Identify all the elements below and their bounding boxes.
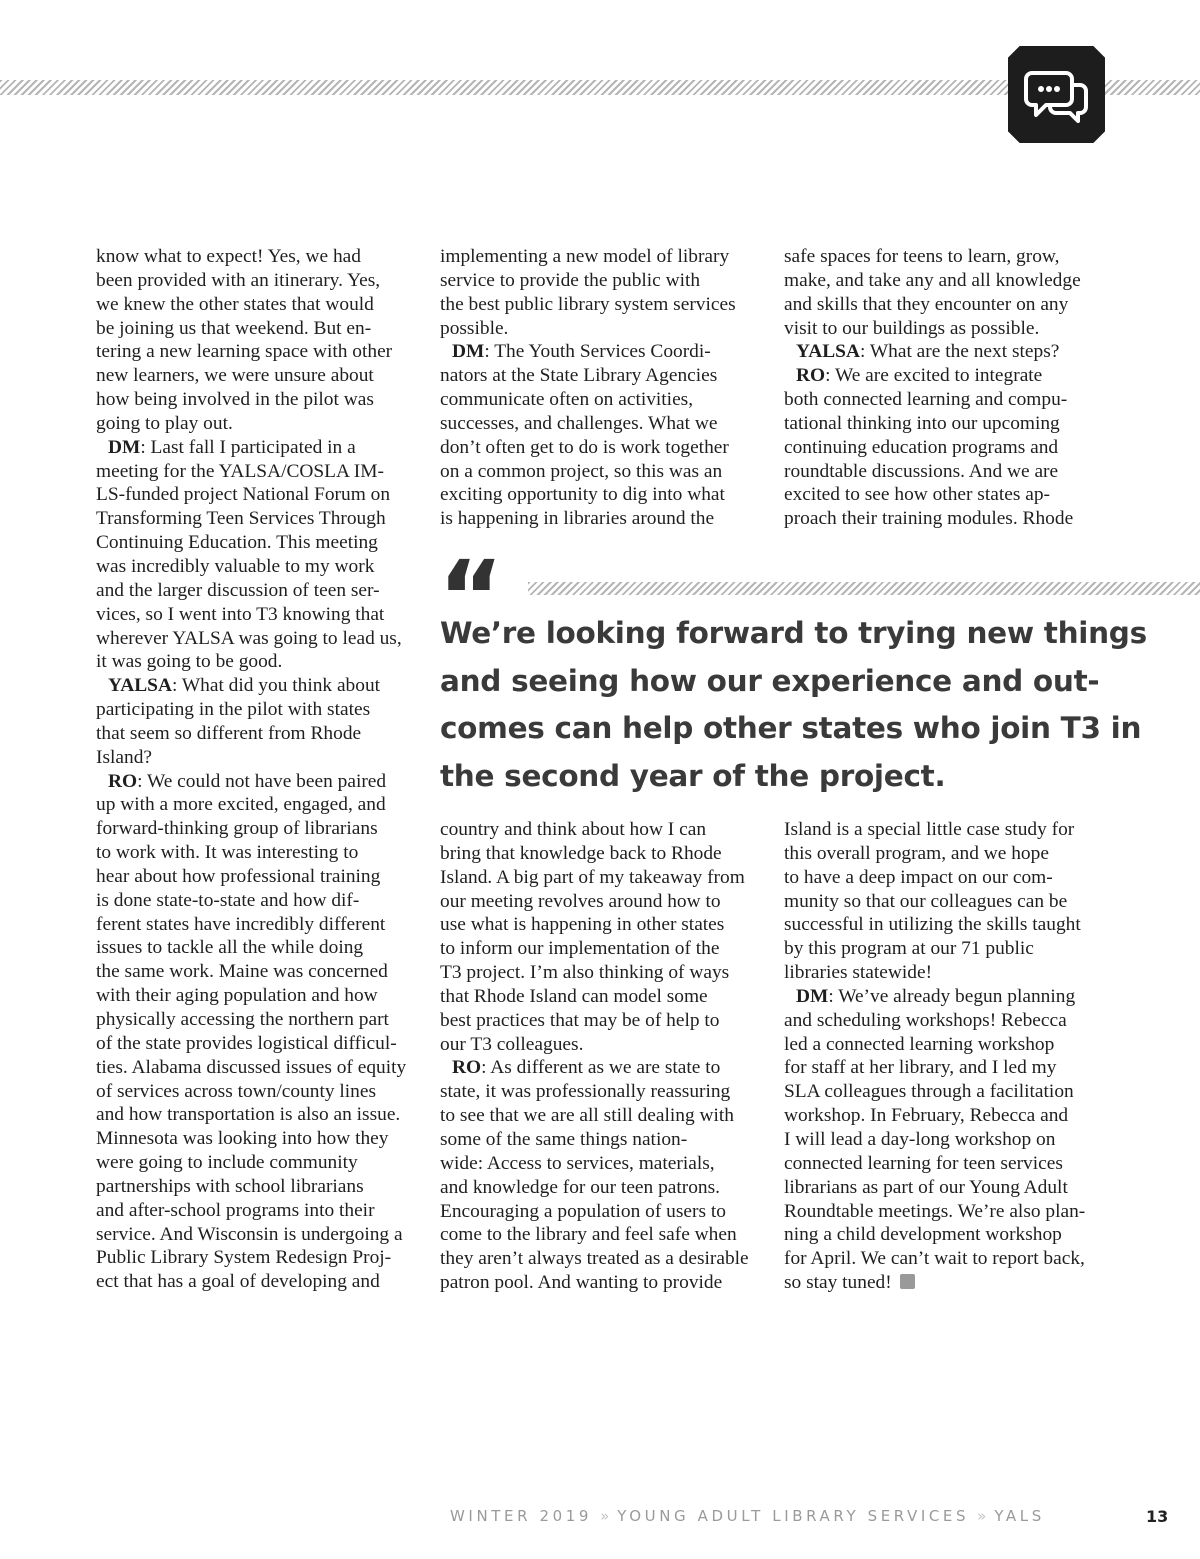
text-line [784, 1200, 1085, 1224]
text-line [440, 1247, 749, 1271]
chat-bubbles-icon [1008, 46, 1105, 143]
text-line [784, 1080, 1085, 1104]
footer-abbrev: YALS [994, 1507, 1045, 1525]
line-text: roundtable discussions. And we are [784, 460, 1059, 482]
footer-publication: YOUNG ADULT LIBRARY SERVICES [617, 1507, 970, 1525]
text-line [96, 1103, 406, 1127]
line-text: it was going to be good. [96, 651, 283, 673]
text-line [96, 770, 406, 794]
text-line [784, 890, 1085, 914]
line-text: service. And Wisconsin is undergoing a [96, 1223, 403, 1245]
line-text: : We could not have been paired [137, 770, 387, 792]
line-text: vices, so I went into T3 knowing that [96, 603, 385, 625]
line-text: SLA colleagues through a facilitation [784, 1081, 1074, 1103]
text-line [440, 842, 749, 866]
speaker-label: RO [452, 1057, 482, 1079]
text-line [96, 412, 406, 436]
line-text: state, it was professionally reassuring [440, 1081, 731, 1103]
line-text: libraries statewide! [784, 962, 933, 984]
line-text: nators at the State Library Agencies [440, 365, 718, 387]
text-line [96, 650, 406, 674]
line-text: Island. A big part of my takeaway from [440, 866, 745, 888]
text-line [96, 1080, 406, 1104]
text-line [440, 866, 749, 890]
line-text: communicate often on activities, [440, 389, 694, 411]
line-text: the best public library system services [440, 293, 736, 315]
line-text: Roundtable meetings. We’re also plan- [784, 1200, 1086, 1222]
line-text: safe spaces for teens to learn, grow, [784, 246, 1060, 267]
text-line [784, 1247, 1085, 1271]
text-line [96, 364, 406, 388]
text-line [96, 793, 406, 817]
text-line [784, 937, 1085, 961]
line-text: is done state-to-state and how dif- [96, 889, 360, 911]
page-number: 13 [1146, 1507, 1169, 1526]
text-line [784, 293, 1081, 317]
footer-season: WINTER 2019 [450, 1507, 593, 1525]
line-text: is happening in libraries around the [440, 508, 715, 530]
text-line [784, 1152, 1085, 1176]
text-line [440, 1009, 749, 1033]
line-text: and how transportation is also an issue. [96, 1104, 401, 1126]
footer-separator: » [600, 1507, 610, 1525]
line-text: : What are the next steps? [859, 341, 1060, 363]
line-text: successes, and challenges. What we [440, 412, 718, 434]
line-text: patron pool. And wanting to provide [440, 1272, 723, 1294]
line-text: was incredibly valuable to my work [96, 555, 375, 577]
line-text: LS-funded project National Forum on [96, 484, 391, 506]
line-text: I will lead a day-long workshop on [784, 1128, 1056, 1150]
line-text: Encouraging a population of users to [440, 1200, 726, 1222]
line-text: for staff at her library, and I led my [784, 1057, 1057, 1079]
line-text: to work with. It was interesting to [96, 842, 359, 864]
text-line [440, 937, 749, 961]
text-line [96, 245, 406, 269]
text-line [784, 317, 1081, 341]
column-left [96, 245, 406, 1294]
text-line [784, 1033, 1085, 1057]
text-line [440, 890, 749, 914]
footer-separator: » [977, 1507, 987, 1525]
text-line [96, 436, 406, 460]
line-text: to inform our implementation of the [440, 938, 720, 960]
text-line [96, 1223, 406, 1247]
text-line [784, 245, 1081, 269]
text-line [784, 1223, 1085, 1247]
line-text: some of the same things nation- [440, 1128, 688, 1150]
text-line [440, 507, 736, 531]
line-text: our T3 colleagues. [440, 1033, 584, 1055]
text-line [440, 985, 749, 1009]
text-line [784, 842, 1085, 866]
text-line [96, 841, 406, 865]
speaker-label: YALSA [108, 675, 172, 697]
line-text: use what is happening in other states [440, 914, 725, 936]
text-line [784, 1009, 1085, 1033]
line-text: of services across town/county lines [96, 1080, 377, 1102]
line-text: they aren’t always treated as a desirable [440, 1248, 749, 1270]
text-line [784, 985, 1085, 1009]
line-text: bring that knowledge back to Rhode [440, 842, 722, 864]
text-line [440, 1128, 749, 1152]
text-line [784, 507, 1081, 531]
line-text: service to provide the public with [440, 269, 701, 291]
text-line [784, 1056, 1085, 1080]
line-text: meeting for the YALSA/COSLA IM- [96, 460, 384, 482]
text-line [96, 1151, 406, 1175]
column-middle-bottom [440, 818, 749, 1295]
line-text: munity so that our colleagues can be [784, 890, 1068, 912]
speaker-label: YALSA [796, 341, 860, 363]
text-line [96, 555, 406, 579]
text-line [784, 364, 1081, 388]
line-text: : As different as we are state to [481, 1057, 721, 1079]
line-text: partnerships with school librarians [96, 1175, 364, 1197]
line-text: best practices that may be of help to [440, 1009, 720, 1031]
speaker-label: DM [452, 341, 485, 363]
text-line [440, 269, 736, 293]
line-text: know what to expect! Yes, we had [96, 246, 361, 267]
text-line [96, 1032, 406, 1056]
line-text: new learners, we were unsure about [96, 365, 374, 387]
line-text: wide: Access to services, materials, [440, 1152, 715, 1174]
line-text: physically accessing the northern part [96, 1009, 389, 1030]
quote-hatch-rule [528, 582, 1200, 595]
text-line [96, 460, 406, 484]
line-text: ect that has a goal of developing and [96, 1271, 380, 1293]
text-line [96, 627, 406, 651]
line-text: how being involved in the pilot was [96, 389, 374, 411]
text-line [96, 722, 406, 746]
text-line [96, 483, 406, 507]
line-text: up with a more excited, engaged, and [96, 794, 386, 816]
text-line [440, 412, 736, 436]
line-text: Transforming Teen Services Through [96, 508, 386, 530]
text-line [96, 388, 406, 412]
line-text: possible. [440, 317, 509, 339]
text-line [96, 579, 406, 603]
text-line [96, 531, 406, 555]
line-text: the same work. Maine was concerned [96, 961, 388, 983]
text-line [784, 1128, 1085, 1152]
line-text: on a common project, so this was an [440, 460, 723, 482]
text-line [440, 293, 736, 317]
line-text: forward-thinking group of librarians [96, 818, 378, 840]
line-text: connected learning for teen services [784, 1152, 1063, 1174]
line-text: ferent states have incredibly different [96, 913, 386, 935]
text-line [440, 317, 736, 341]
text-line [96, 817, 406, 841]
line-text: and knowledge for our teen patrons. [440, 1176, 720, 1198]
line-text: ning a child development workshop [784, 1224, 1062, 1246]
line-text: T3 project. I’m also thinking of ways [440, 962, 730, 984]
text-line [440, 1056, 749, 1080]
text-line [784, 1271, 1085, 1295]
line-text: : The Youth Services Coordi- [484, 341, 711, 363]
line-text: tational thinking into our upcoming [784, 412, 1060, 434]
running-footer [450, 1507, 1150, 1531]
line-text: going to play out. [96, 412, 233, 434]
text-line [96, 746, 406, 770]
line-text: with their aging population and how [96, 985, 378, 1007]
text-line [96, 889, 406, 913]
line-text: and skills that they encounter on any [784, 293, 1069, 315]
column-right-top [784, 245, 1081, 531]
text-line [784, 913, 1085, 937]
text-line [784, 460, 1081, 484]
line-text: both connected learning and compu- [784, 389, 1068, 411]
line-text: hear about how professional training [96, 865, 381, 887]
line-text: be joining us that weekend. But en- [96, 317, 372, 339]
text-line [440, 1223, 749, 1247]
quote-marks-icon: “ [438, 539, 504, 656]
text-line [784, 269, 1081, 293]
text-line [96, 1175, 406, 1199]
text-line [96, 698, 406, 722]
text-line [96, 1008, 406, 1032]
line-text: visit to our buildings as possible. [784, 317, 1040, 339]
line-text: : We’ve already begun planning [828, 985, 1076, 1007]
line-text: Continuing Education. This meeting [96, 532, 378, 554]
text-line [440, 245, 736, 269]
text-line [96, 960, 406, 984]
line-text: and the larger discussion of teen ser- [96, 579, 380, 601]
text-line [440, 364, 736, 388]
line-text: of the state provides logistical difficul- [96, 1032, 397, 1054]
text-line [96, 674, 406, 698]
text-line [96, 1199, 406, 1223]
text-line [784, 1176, 1085, 1200]
line-text: workshop. In February, Rebecca and [784, 1105, 1069, 1127]
text-line [96, 865, 406, 889]
line-text: were going to include community [96, 1152, 358, 1174]
line-text: issues to tackle all the while doing [96, 937, 364, 959]
text-line [784, 388, 1081, 412]
line-text: for April. We can’t wait to report back, [784, 1248, 1085, 1270]
text-line [96, 913, 406, 937]
line-text: Public Library System Redesign Proj- [96, 1247, 392, 1269]
line-text: ties. Alabama discussed issues of equity [96, 1056, 407, 1078]
line-text: our meeting revolves around how to [440, 890, 721, 912]
text-line [96, 1270, 406, 1294]
text-line [784, 818, 1085, 842]
line-text: implementing a new model of library [440, 246, 730, 267]
text-line [440, 436, 736, 460]
text-line [96, 293, 406, 317]
pull-quote-line: We’re looking forward to trying new things [440, 616, 1147, 650]
line-text: Island is a special little case study for [784, 819, 1075, 840]
column-right-bottom [784, 818, 1085, 1295]
speaker-label: RO [108, 770, 138, 792]
text-line [440, 1104, 749, 1128]
line-text: continuing education programs and [784, 436, 1059, 458]
text-line [784, 961, 1085, 985]
text-line [440, 1176, 749, 1200]
line-text: exciting opportunity to dig into what [440, 484, 725, 506]
text-line [96, 1056, 406, 1080]
pull-quote [440, 610, 1160, 800]
line-text: librarians as part of our Young Adult [784, 1176, 1068, 1198]
line-text: excited to see how other states ap- [784, 484, 1050, 506]
text-line [96, 1246, 406, 1270]
line-text: and scheduling workshops! Rebecca [784, 1009, 1067, 1031]
line-text: to see that we are all still dealing with [440, 1105, 735, 1127]
speaker-label: RO [796, 365, 826, 387]
line-text: Minnesota was looking into how they [96, 1128, 389, 1150]
line-text: so stay tuned! [784, 1272, 892, 1294]
text-line [96, 1127, 406, 1151]
text-line [784, 340, 1081, 364]
text-line [96, 984, 406, 1008]
text-line [96, 603, 406, 627]
text-line [440, 460, 736, 484]
text-line [440, 1033, 749, 1057]
text-line [440, 913, 749, 937]
line-text: that seem so different from Rhode [96, 722, 362, 744]
line-text: : We are excited to integrate [825, 365, 1043, 387]
line-text: don’t often get to do is work together [440, 436, 729, 458]
text-line [440, 1080, 749, 1104]
text-line [784, 483, 1081, 507]
text-line [440, 1271, 749, 1295]
text-line [440, 1152, 749, 1176]
end-square-icon [900, 1274, 915, 1289]
line-text: this overall program, and we hope [784, 842, 1049, 864]
line-text: led a connected learning workshop [784, 1033, 1055, 1055]
line-text: wherever YALSA was going to lead us, [96, 627, 402, 649]
text-line [440, 388, 736, 412]
text-line [96, 936, 406, 960]
line-text: proach their training modules. Rhode [784, 508, 1074, 530]
text-line [440, 1200, 749, 1224]
text-line [784, 1104, 1085, 1128]
text-line [96, 269, 406, 293]
line-text: we knew the other states that would [96, 293, 374, 315]
text-line [440, 818, 749, 842]
line-text: participating in the pilot with states [96, 699, 371, 721]
text-line [440, 483, 736, 507]
pull-quote-line: the second year of the project. [440, 758, 946, 793]
line-text: by this program at our 71 public [784, 938, 1034, 960]
line-text: to have a deep impact on our com- [784, 866, 1053, 888]
pull-quote-line: and seeing how our experience and out- [440, 663, 1100, 698]
text-line [784, 412, 1081, 436]
line-text: and after-school programs into their [96, 1199, 375, 1221]
line-text: been provided with an itinerary. Yes, [96, 269, 381, 291]
line-text: successful in utilizing the skills taught [784, 914, 1081, 936]
line-text: : What did you think about [171, 675, 381, 697]
line-text: : Last fall I participated in a [140, 436, 356, 458]
speaker-label: DM [108, 436, 141, 458]
text-line [784, 866, 1085, 890]
pull-quote-line: comes can help other states who join T3 in [440, 711, 1142, 745]
text-line [440, 961, 749, 985]
text-line [784, 436, 1081, 460]
text-line [96, 317, 406, 341]
line-text: Island? [96, 746, 152, 768]
column-middle-top [440, 245, 736, 531]
speaker-label: DM [796, 985, 829, 1007]
line-text: that Rhode Island can model some [440, 985, 708, 1007]
line-text: come to the library and feel safe when [440, 1224, 737, 1246]
line-text: tering a new learning space with other [96, 341, 393, 363]
text-line [96, 340, 406, 364]
text-line [440, 340, 736, 364]
line-text: country and think about how I can [440, 819, 707, 840]
line-text: make, and take any and all knowledge [784, 269, 1081, 291]
text-line [96, 507, 406, 531]
